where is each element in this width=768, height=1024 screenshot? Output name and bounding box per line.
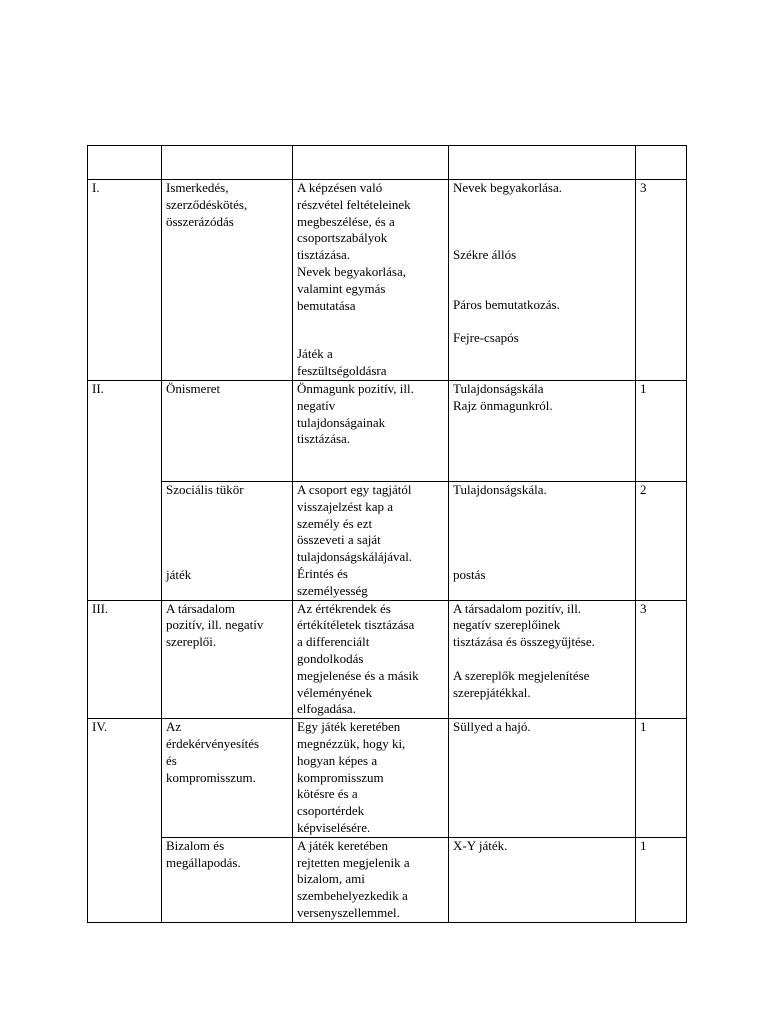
topic-line: szereplői. — [166, 634, 217, 650]
time-value: 3 — [640, 180, 647, 195]
goal-line: megjelenése és a másik — [297, 667, 419, 683]
goal-line: tisztázása. — [297, 431, 351, 447]
time-value: 1 — [640, 837, 647, 853]
goal-line: Önmagunk pozitív, ill. — [297, 381, 414, 396]
topic-line: kompromisszum. — [166, 769, 256, 785]
table-row — [88, 381, 687, 482]
time-value: 3 — [640, 600, 647, 616]
method-cell — [449, 180, 636, 381]
time-cell — [636, 482, 687, 601]
goal-line: csoportszabályok — [297, 230, 388, 246]
method-line: A társadalom pozitív, ill. — [453, 600, 582, 616]
time-cell — [636, 381, 687, 482]
table-header-row — [88, 146, 687, 180]
goal-cell — [293, 837, 449, 922]
topic-line: Szociális tükör — [166, 482, 244, 497]
method-line: Tulajdonságskála. — [453, 482, 547, 497]
row-number: II. — [92, 381, 104, 396]
goal-line: rejtetten megjelenik a — [297, 854, 410, 870]
goal-line: értékítéletek tisztázása — [297, 617, 415, 633]
goal-line: hogyan képes a — [297, 752, 378, 768]
method-line: Székre állós — [453, 246, 517, 262]
goal-line: visszajelzést kap a — [297, 498, 394, 514]
topic-cell — [162, 482, 293, 601]
goal-line: bizalom, ami — [297, 871, 365, 887]
row-number: IV. — [92, 719, 108, 735]
topic-line: pozitív, ill. negatív — [166, 617, 264, 633]
time-cell — [636, 837, 687, 922]
training-plan-table — [87, 145, 687, 923]
row-number-cell — [88, 381, 162, 601]
header-cell — [293, 146, 449, 180]
goal-line: Játék a — [297, 346, 333, 362]
method-line: Nevek begyakorlása. — [453, 180, 563, 195]
topic-line: Bizalom és — [166, 837, 225, 853]
table-row — [88, 482, 687, 601]
time-value: 1 — [640, 719, 647, 735]
time-cell — [636, 600, 687, 719]
goal-line: tulajdonságskálájával. — [297, 549, 413, 565]
goal-cell — [293, 600, 449, 719]
method-cell — [449, 482, 636, 601]
goal-line: személyesség — [297, 582, 368, 598]
goal-line: Nevek begyakorlása, — [297, 263, 407, 279]
topic-line: játék — [166, 566, 192, 582]
goal-line: személy és ezt — [297, 515, 373, 531]
topic-cell — [162, 180, 293, 381]
method-line: Páros bemutatkozás. — [453, 296, 560, 312]
time-cell — [636, 719, 687, 838]
goal-line: részvétel feltételeinek — [297, 196, 411, 212]
goal-line: negatív — [297, 397, 336, 413]
row-number: I. — [92, 180, 100, 195]
header-cell — [162, 146, 293, 180]
method-cell — [449, 837, 636, 922]
method-line: tisztázása és összegyűjtése. — [453, 634, 595, 650]
row-number-cell — [88, 719, 162, 923]
goal-line: megnézzük, hogy ki, — [297, 735, 406, 751]
goal-line: kompromisszum — [297, 769, 384, 785]
topic-line: Az — [166, 719, 182, 735]
method-cell — [449, 719, 636, 838]
method-line: X-Y játék. — [453, 837, 508, 853]
topic-cell — [162, 381, 293, 482]
method-line: Süllyed a hajó. — [453, 719, 531, 735]
goal-line: versenyszellemmel. — [297, 904, 400, 920]
row-number: III. — [92, 600, 109, 616]
method-line: A szereplők megjelenítése — [453, 667, 590, 683]
method-line: Tulajdonságskála — [453, 381, 544, 396]
goal-line: képviselésére. — [297, 819, 371, 835]
goal-line: a differenciált — [297, 634, 370, 650]
goal-cell — [293, 482, 449, 601]
method-cell — [449, 381, 636, 482]
goal-line: A játék keretében — [297, 837, 388, 853]
goal-line: Egy játék keretében — [297, 719, 401, 735]
topic-line: és — [166, 752, 177, 768]
time-cell — [636, 180, 687, 381]
method-cell — [449, 600, 636, 719]
table-row — [88, 600, 687, 719]
goal-line: elfogadása. — [297, 701, 356, 717]
topic-line: megállapodás. — [166, 854, 241, 870]
topic-cell — [162, 600, 293, 719]
goal-line: véleményének — [297, 684, 373, 700]
header-cell — [636, 146, 687, 180]
table-row — [88, 180, 687, 381]
table-row — [88, 837, 687, 922]
goal-line: megbeszélése, és a — [297, 213, 395, 229]
time-value: 1 — [640, 381, 647, 396]
table-row — [88, 719, 687, 838]
header-cell — [449, 146, 636, 180]
method-line: szerepjátékkal. — [453, 684, 531, 700]
goal-line: gondolkodás — [297, 650, 364, 666]
time-value: 2 — [640, 482, 647, 497]
method-line: negatív szereplőinek — [453, 617, 561, 633]
goal-line: tulajdonságainak — [297, 414, 386, 430]
goal-line: valamint egymás — [297, 280, 386, 296]
goal-line: A csoport egy tagjától — [297, 482, 412, 497]
goal-line: tisztázása. — [297, 247, 351, 263]
goal-line: kötésre és a — [297, 786, 358, 802]
topic-cell — [162, 719, 293, 838]
topic-line: A társadalom — [166, 600, 235, 616]
topic-line: szerződéskötés, — [166, 196, 248, 212]
goal-line: csoportérdek — [297, 803, 365, 819]
goal-cell — [293, 180, 449, 381]
topic-line: Ismerkedés, — [166, 180, 229, 195]
method-line: Rajz önmagunkról. — [453, 397, 553, 413]
goal-cell — [293, 381, 449, 482]
goal-line: Az értékrendek és — [297, 600, 391, 616]
topic-line: összerázódás — [166, 213, 234, 229]
goal-line: feszültségoldásra — [297, 363, 387, 379]
topic-line: Önismeret — [166, 381, 221, 396]
goal-line: összeveti a saját — [297, 532, 381, 548]
goal-cell — [293, 719, 449, 838]
topic-cell — [162, 837, 293, 922]
method-line: postás — [453, 566, 486, 582]
topic-line: érdekérvényesítés — [166, 735, 260, 751]
goal-line: szembehelyezkedik a — [297, 888, 408, 904]
row-number-cell — [88, 600, 162, 719]
row-number-cell — [88, 180, 162, 381]
goal-line: Érintés és — [297, 565, 348, 581]
goal-line: bemutatása — [297, 297, 356, 313]
method-line: Fejre-csapós — [453, 330, 519, 346]
header-cell — [88, 146, 162, 180]
goal-line: A képzésen való — [297, 180, 383, 195]
